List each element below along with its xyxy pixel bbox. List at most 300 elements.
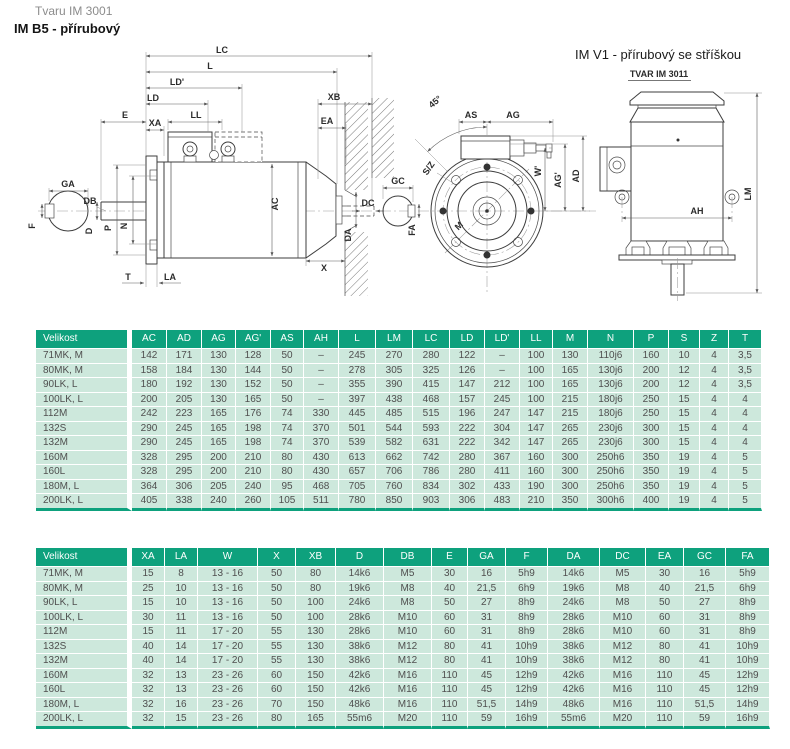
value-cell: 100 xyxy=(296,610,336,625)
value-cell: 142 xyxy=(132,348,167,363)
column-header-m: M xyxy=(553,330,588,348)
dim-label-f: F xyxy=(27,223,37,229)
column-header-e: E xyxy=(432,548,468,566)
value-cell: 147 xyxy=(520,421,553,436)
value-cell: 19k6 xyxy=(548,581,600,596)
value-cell: 165 xyxy=(202,406,236,421)
value-cell: 21,5 xyxy=(684,581,726,596)
dim-label-ld: LD xyxy=(147,93,159,103)
value-cell: 300 xyxy=(634,421,669,436)
value-cell: 13 - 16 xyxy=(198,610,258,625)
value-cell: 19k6 xyxy=(336,581,384,596)
value-cell: 10h9 xyxy=(726,653,770,668)
value-cell: 5 xyxy=(729,493,762,511)
value-cell: 265 xyxy=(553,421,588,436)
value-cell: 270 xyxy=(376,348,413,363)
value-cell: 171 xyxy=(167,348,202,363)
value-cell: 150 xyxy=(296,668,336,683)
value-cell: 501 xyxy=(339,421,376,436)
table-row xyxy=(36,493,762,511)
column-header-dc: DC xyxy=(600,548,646,566)
value-cell: 23 - 26 xyxy=(198,668,258,683)
value-cell: 184 xyxy=(167,363,202,378)
value-cell: 198 xyxy=(236,421,271,436)
value-cell: 212 xyxy=(485,377,520,392)
value-cell: 160 xyxy=(634,348,669,363)
column-header-ac: AC xyxy=(132,330,167,348)
value-cell: 433 xyxy=(485,479,520,494)
value-cell: 4 xyxy=(729,421,762,436)
value-cell: 13 - 16 xyxy=(198,566,258,581)
value-cell: 30 xyxy=(432,566,468,581)
value-cell: M20 xyxy=(384,711,432,729)
value-cell: 59 xyxy=(684,711,726,729)
column-header-xa: XA xyxy=(132,548,165,566)
dim-label-w-prime: W' xyxy=(533,165,543,177)
column-header-lm: LM xyxy=(376,330,413,348)
value-cell: 13 - 16 xyxy=(198,581,258,596)
value-cell: 5 xyxy=(729,479,762,494)
value-cell: 245 xyxy=(167,421,202,436)
size-cell: 180M, L xyxy=(36,697,132,712)
value-cell: 12h9 xyxy=(726,682,770,697)
column-header-s: S xyxy=(669,330,700,348)
column-header-fa: FA xyxy=(726,548,770,566)
value-cell: 280 xyxy=(413,348,450,363)
dim-label-da: DA xyxy=(343,228,353,242)
value-cell: 328 xyxy=(132,464,167,479)
value-cell: 17 - 20 xyxy=(198,624,258,639)
value-cell: 215 xyxy=(553,392,588,407)
value-cell: 51,5 xyxy=(684,697,726,712)
value-cell: 28k6 xyxy=(336,624,384,639)
value-cell: 30 xyxy=(132,610,165,625)
value-cell: 4 xyxy=(700,435,729,450)
value-cell: 205 xyxy=(202,479,236,494)
value-cell: 45 xyxy=(468,668,506,683)
value-cell: 300 xyxy=(553,464,588,479)
value-cell: 27 xyxy=(468,595,506,610)
value-cell: 38k6 xyxy=(548,653,600,668)
tvar-im-3011-caption: TVAR IM 3011 xyxy=(629,69,689,79)
value-cell: 126 xyxy=(450,363,485,378)
column-header-ag: AG xyxy=(202,330,236,348)
value-cell: 105 xyxy=(271,493,304,511)
value-cell: 15 xyxy=(669,406,700,421)
value-cell: M16 xyxy=(600,682,646,697)
value-cell: M12 xyxy=(600,653,646,668)
value-cell: 10 xyxy=(165,581,198,596)
value-cell: 657 xyxy=(339,464,376,479)
value-cell: 245 xyxy=(339,348,376,363)
value-cell: 60 xyxy=(432,610,468,625)
value-cell: 180j6 xyxy=(588,406,634,421)
value-cell: 397 xyxy=(339,392,376,407)
value-cell: 60 xyxy=(432,624,468,639)
table-row xyxy=(36,435,762,450)
value-cell: 544 xyxy=(376,421,413,436)
value-cell: 445 xyxy=(339,406,376,421)
value-cell: 230j6 xyxy=(588,435,634,450)
value-cell: 12h9 xyxy=(506,668,548,683)
value-cell: 50 xyxy=(271,377,304,392)
value-cell: 350 xyxy=(634,479,669,494)
value-cell: 3,5 xyxy=(729,377,762,392)
value-cell: 205 xyxy=(167,392,202,407)
value-cell: 593 xyxy=(413,421,450,436)
value-cell: 4 xyxy=(729,392,762,407)
value-cell: 10 xyxy=(669,348,700,363)
value-cell: 325 xyxy=(413,363,450,378)
value-cell: 10h9 xyxy=(506,639,548,654)
value-cell: 38k6 xyxy=(336,653,384,668)
value-cell: 300 xyxy=(553,479,588,494)
value-cell: 110j6 xyxy=(588,348,634,363)
size-cell: 160L xyxy=(36,682,132,697)
value-cell: 265 xyxy=(553,435,588,450)
dim-label-ea: EA xyxy=(320,116,334,126)
value-cell: 15 xyxy=(669,392,700,407)
value-cell: 147 xyxy=(520,435,553,450)
value-cell: 260 xyxy=(236,493,271,511)
value-cell: M20 xyxy=(600,711,646,729)
value-cell: 130 xyxy=(202,377,236,392)
value-cell: 210 xyxy=(236,450,271,465)
size-cell: 132S xyxy=(36,421,132,436)
value-cell: 11 xyxy=(165,624,198,639)
value-cell: 50 xyxy=(271,348,304,363)
column-header-la: LA xyxy=(165,548,198,566)
column-header-velikost: Velikost xyxy=(36,330,132,348)
table-row xyxy=(36,464,762,479)
value-cell: 12h9 xyxy=(726,668,770,683)
value-cell: 38k6 xyxy=(548,639,600,654)
dim-label-lc: LC xyxy=(216,45,228,55)
b5-side-view-drawing xyxy=(27,45,596,296)
dim-label-d: D xyxy=(84,227,94,235)
value-cell: 8 xyxy=(165,566,198,581)
value-cell: 15 xyxy=(132,624,165,639)
value-cell: M10 xyxy=(600,610,646,625)
value-cell: 130 xyxy=(296,624,336,639)
value-cell: – xyxy=(304,392,339,407)
value-cell: 5h9 xyxy=(726,566,770,581)
value-cell: M5 xyxy=(384,566,432,581)
dim-label-m: M xyxy=(452,219,466,233)
value-cell: 200 xyxy=(202,450,236,465)
value-cell: 12h9 xyxy=(506,682,548,697)
table-row xyxy=(36,363,762,378)
value-cell: 55 xyxy=(258,639,296,654)
value-cell: 80 xyxy=(271,450,304,465)
dimensions-table-b5-section xyxy=(36,330,762,511)
value-cell: M16 xyxy=(384,668,432,683)
page-title-im-b5: IM B5 - přírubový xyxy=(14,21,121,36)
value-cell: 28k6 xyxy=(336,610,384,625)
value-cell: 8h9 xyxy=(726,595,770,610)
value-cell: 200 xyxy=(634,363,669,378)
dim-label-ag-prime: AG' xyxy=(553,172,563,188)
value-cell: 438 xyxy=(376,392,413,407)
value-cell: 631 xyxy=(413,435,450,450)
value-cell: 280 xyxy=(450,464,485,479)
value-cell: 147 xyxy=(450,377,485,392)
value-cell: 38k6 xyxy=(336,639,384,654)
value-cell: 3,5 xyxy=(729,363,762,378)
value-cell: 210 xyxy=(236,464,271,479)
dim-label-dc: DC xyxy=(361,198,375,208)
value-cell: 110 xyxy=(432,682,468,697)
column-header-lc: LC xyxy=(413,330,450,348)
value-cell: 110 xyxy=(646,682,684,697)
table-header-row xyxy=(36,330,762,348)
value-cell: 903 xyxy=(413,493,450,511)
value-cell: 19 xyxy=(669,493,700,511)
value-cell: 468 xyxy=(304,479,339,494)
value-cell: 12 xyxy=(669,363,700,378)
value-cell: 27 xyxy=(684,595,726,610)
value-cell: 4 xyxy=(700,348,729,363)
value-cell: M8 xyxy=(384,595,432,610)
value-cell: 15 xyxy=(132,595,165,610)
dim-label-fa: FA xyxy=(407,224,417,236)
size-cell: 112M xyxy=(36,624,132,639)
value-cell: 55m6 xyxy=(336,711,384,729)
value-cell: – xyxy=(304,377,339,392)
value-cell: 16h9 xyxy=(506,711,548,729)
value-cell: 157 xyxy=(450,392,485,407)
value-cell: 150 xyxy=(296,697,336,712)
value-cell: 144 xyxy=(236,363,271,378)
value-cell: 80 xyxy=(296,566,336,581)
value-cell: 3,5 xyxy=(729,348,762,363)
value-cell: 42k6 xyxy=(336,682,384,697)
value-cell: 10 xyxy=(165,595,198,610)
value-cell: M12 xyxy=(384,639,432,654)
value-cell: 55m6 xyxy=(548,711,600,729)
value-cell: 12 xyxy=(669,377,700,392)
column-header-gc: GC xyxy=(684,548,726,566)
value-cell: M8 xyxy=(600,581,646,596)
value-cell: 196 xyxy=(450,406,485,421)
column-header-n: N xyxy=(588,330,634,348)
value-cell: 760 xyxy=(376,479,413,494)
value-cell: 190 xyxy=(520,479,553,494)
value-cell: 15 xyxy=(132,566,165,581)
column-header-ea: EA xyxy=(646,548,684,566)
form-designation-subtitle: Tvaru IM 3001 xyxy=(35,4,113,18)
value-cell: 328 xyxy=(132,450,167,465)
value-cell: 370 xyxy=(304,435,339,450)
value-cell: 50 xyxy=(646,595,684,610)
dim-label-ac: AC xyxy=(270,197,280,211)
value-cell: 511 xyxy=(304,493,339,511)
column-header-ld: LD xyxy=(450,330,485,348)
value-cell: 32 xyxy=(132,711,165,729)
value-cell: 350 xyxy=(553,493,588,511)
value-cell: 28k6 xyxy=(548,610,600,625)
value-cell: 31 xyxy=(468,624,506,639)
value-cell: 295 xyxy=(167,450,202,465)
value-cell: 539 xyxy=(339,435,376,450)
table-row xyxy=(36,377,762,392)
value-cell: 80 xyxy=(646,639,684,654)
value-cell: 223 xyxy=(167,406,202,421)
value-cell: 850 xyxy=(376,493,413,511)
table-row xyxy=(36,566,770,581)
value-cell: 662 xyxy=(376,450,413,465)
column-header-velikost: Velikost xyxy=(36,548,132,566)
column-header-ad: AD xyxy=(167,330,202,348)
value-cell: 305 xyxy=(376,363,413,378)
value-cell: 31 xyxy=(684,610,726,625)
value-cell: 215 xyxy=(553,406,588,421)
value-cell: 23 - 26 xyxy=(198,697,258,712)
value-cell: 50 xyxy=(258,610,296,625)
size-cell: 90LK, L xyxy=(36,377,132,392)
value-cell: 23 - 26 xyxy=(198,711,258,729)
size-cell: 132M xyxy=(36,435,132,450)
value-cell: 5 xyxy=(729,450,762,465)
value-cell: 11 xyxy=(165,610,198,625)
table-row xyxy=(36,392,762,407)
value-cell: 165 xyxy=(236,392,271,407)
value-cell: 32 xyxy=(132,668,165,683)
value-cell: 110 xyxy=(432,711,468,729)
value-cell: 45 xyxy=(468,682,506,697)
value-cell: 19 xyxy=(669,464,700,479)
value-cell: 24k6 xyxy=(548,595,600,610)
value-cell: 222 xyxy=(450,435,485,450)
table-row xyxy=(36,624,770,639)
dim-label-db: DB xyxy=(83,196,97,206)
value-cell: 32 xyxy=(132,697,165,712)
value-cell: 80 xyxy=(296,581,336,596)
value-cell: 31 xyxy=(468,610,506,625)
value-cell: 110 xyxy=(646,711,684,729)
column-header-ld: LD' xyxy=(485,330,520,348)
value-cell: 50 xyxy=(432,595,468,610)
value-cell: 4 xyxy=(700,450,729,465)
value-cell: 367 xyxy=(485,450,520,465)
column-header-t: T xyxy=(729,330,762,348)
value-cell: 59 xyxy=(468,711,506,729)
column-header-xb: XB xyxy=(296,548,336,566)
value-cell: 400 xyxy=(634,493,669,511)
value-cell: M5 xyxy=(600,566,646,581)
value-cell: 468 xyxy=(413,392,450,407)
value-cell: 45 xyxy=(684,668,726,683)
dim-label-ga: GA xyxy=(61,179,75,189)
size-cell: 160M xyxy=(36,450,132,465)
value-cell: 780 xyxy=(339,493,376,511)
size-cell: 200LK, L xyxy=(36,493,132,511)
value-cell: – xyxy=(304,348,339,363)
value-cell: 50 xyxy=(258,581,296,596)
value-cell: 306 xyxy=(167,479,202,494)
dim-label-e: E xyxy=(121,110,129,120)
column-header-ah: AH xyxy=(304,330,339,348)
value-cell: 242 xyxy=(132,406,167,421)
value-cell: 45 xyxy=(684,682,726,697)
value-cell: 4 xyxy=(700,479,729,494)
value-cell: 8h9 xyxy=(506,624,548,639)
size-cell: 180M, L xyxy=(36,479,132,494)
dimensions-table-2 xyxy=(36,548,770,729)
value-cell: 250h6 xyxy=(588,479,634,494)
column-header-db: DB xyxy=(384,548,432,566)
value-cell: – xyxy=(485,348,520,363)
value-cell: 330 xyxy=(304,406,339,421)
value-cell: 4 xyxy=(700,392,729,407)
value-cell: 250h6 xyxy=(588,464,634,479)
value-cell: 14 xyxy=(165,639,198,654)
value-cell: 247 xyxy=(485,406,520,421)
size-cell: 90LK, L xyxy=(36,595,132,610)
value-cell: 100 xyxy=(520,377,553,392)
value-cell: 582 xyxy=(376,435,413,450)
value-cell: 4 xyxy=(700,363,729,378)
value-cell: 80 xyxy=(271,464,304,479)
value-cell: 4 xyxy=(700,377,729,392)
table-row xyxy=(36,348,762,363)
table-row xyxy=(36,479,762,494)
value-cell: 415 xyxy=(413,377,450,392)
value-cell: M10 xyxy=(600,624,646,639)
value-cell: 742 xyxy=(413,450,450,465)
value-cell: 60 xyxy=(646,610,684,625)
value-cell: 6h9 xyxy=(506,581,548,596)
value-cell: 158 xyxy=(132,363,167,378)
value-cell: 42k6 xyxy=(548,668,600,683)
value-cell: 8h9 xyxy=(726,624,770,639)
value-cell: 4 xyxy=(729,406,762,421)
value-cell: 80 xyxy=(432,639,468,654)
value-cell: 240 xyxy=(236,479,271,494)
value-cell: 130 xyxy=(553,348,588,363)
value-cell: 80 xyxy=(646,653,684,668)
value-cell: 16 xyxy=(468,566,506,581)
table-row xyxy=(36,682,770,697)
value-cell: 42k6 xyxy=(336,668,384,683)
value-cell: 222 xyxy=(450,421,485,436)
value-cell: 50 xyxy=(258,566,296,581)
value-cell: 8h9 xyxy=(506,610,548,625)
table-header-row xyxy=(36,548,770,566)
value-cell: 42k6 xyxy=(548,682,600,697)
dim-label-45deg: 45° xyxy=(426,93,444,110)
table-row xyxy=(36,610,770,625)
technical-drawings xyxy=(0,44,790,322)
dim-label-ag: AG xyxy=(506,110,520,120)
value-cell: 55 xyxy=(258,653,296,668)
value-cell: 250h6 xyxy=(588,450,634,465)
table-row xyxy=(36,581,770,596)
value-cell: 50 xyxy=(271,363,304,378)
column-header-d: D xyxy=(336,548,384,566)
value-cell: 160 xyxy=(520,450,553,465)
value-cell: 180j6 xyxy=(588,392,634,407)
value-cell: M16 xyxy=(600,697,646,712)
value-cell: 19 xyxy=(669,479,700,494)
value-cell: 342 xyxy=(485,435,520,450)
value-cell: 165 xyxy=(202,421,236,436)
value-cell: 95 xyxy=(271,479,304,494)
value-cell: 80 xyxy=(258,711,296,729)
value-cell: M8 xyxy=(384,581,432,596)
column-header-ag: AG' xyxy=(236,330,271,348)
size-cell: 71MK, M xyxy=(36,348,132,363)
